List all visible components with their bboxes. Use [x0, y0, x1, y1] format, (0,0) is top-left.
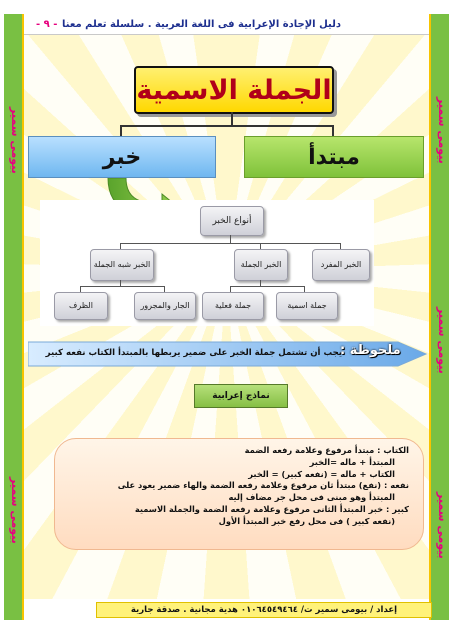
khabar-types-diagram — [40, 200, 374, 326]
side-author-text: بيومى سمير — [9, 106, 22, 174]
side-author-text: بيومى سمير — [9, 476, 22, 544]
example-line: نفعه : (نفع) مبتدأ ثان مرفوع وعلامة رفعه الضمة والهاء ضمير يعود على — [117, 480, 409, 491]
side-author-text: بيومى سمير — [436, 491, 449, 559]
node-jumla-ismiyya: جملة اسمية — [276, 292, 338, 320]
example-line: الكتاب + ماله = (نفعه كبير) = الخبر — [248, 468, 395, 479]
tree-line — [230, 235, 231, 243]
node-jar-majrur: الجار والمجرور — [134, 292, 196, 320]
node-jumla-fiiliyya: جملة فعلية — [202, 292, 264, 320]
tree-line — [230, 286, 304, 287]
tree-line — [80, 286, 164, 287]
khabar-box: خبر — [28, 136, 216, 178]
page-header — [24, 14, 429, 35]
page-footer: إعداد / بيومى سمير ت/ ٠١٠٦٤٥٤٩٤٦٤ هدية مجانية . صدقة جارية — [96, 602, 432, 618]
connector-line — [231, 112, 233, 126]
mubtada-box: مبتدأ — [244, 136, 424, 178]
page-number: - ٩ - — [36, 18, 58, 30]
example-line: المبتدأ وهو مبنى فى محل جر مضاف إليه — [228, 492, 395, 503]
example-line: (نفعه كبير ) فى محل رفع خبر المبتدأ الأول — [218, 515, 395, 526]
note-label: ملحوظة : — [340, 343, 401, 358]
diagram-title: الجملة الاسمية — [134, 66, 334, 114]
examples-panel — [54, 438, 424, 550]
connector-line — [120, 125, 334, 127]
note-text: يجب أن تشتمل جملة الخبر على ضمير يربطها بالمبتدأ الكتاب نفعه كبير — [45, 348, 342, 358]
header-title: دليل الإجادة الإعرابية فى اللغة العربية . سلسلة تعلم معنا — [62, 18, 341, 30]
side-author-text: بيومى سمير — [436, 306, 449, 374]
example-line: كبير : خبر المبتدأ الثانى مرفوع وعلامة رفعه الضمة والجملة الاسمية — [134, 503, 409, 514]
example-line: المبتدأ + ماله =الخبر — [309, 456, 395, 467]
side-author-text: بيومى سمير — [436, 96, 449, 164]
node-khabar-mufrad: الخبر المفرد — [312, 249, 370, 281]
node-khabar-types: أنواع الخبر — [200, 206, 264, 236]
node-zarf: الظرف — [54, 292, 108, 320]
examples-title-box: نماذج إعرابية — [194, 384, 288, 408]
example-line: الكتاب : مبتدأ مرفوع وعلامة رفعه الضمة — [244, 445, 409, 455]
node-khabar-shibh-jumla: الخبر شبه الجملة — [90, 249, 154, 281]
tree-line — [120, 243, 340, 244]
node-khabar-jumla: الخبر الجملة — [234, 249, 288, 281]
